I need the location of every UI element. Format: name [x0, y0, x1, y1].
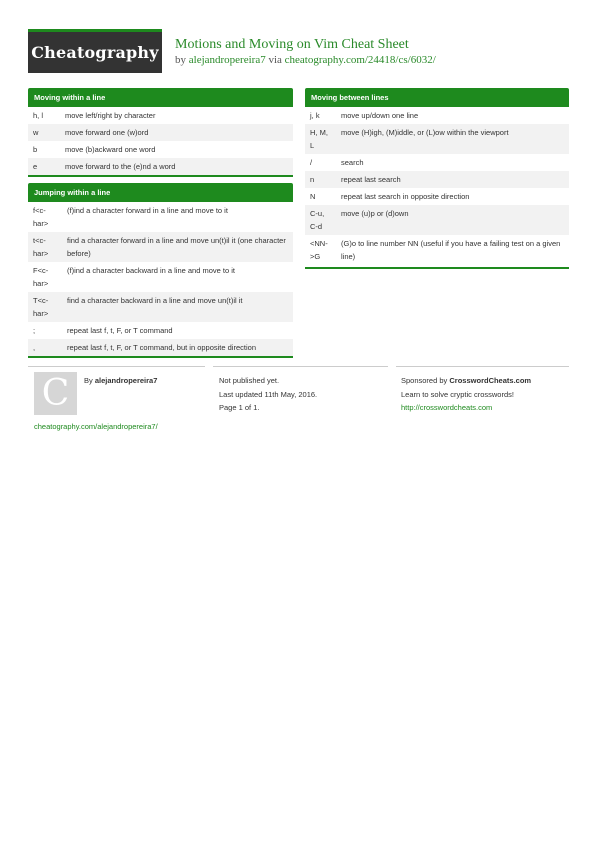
command-key: F<c- har> [33, 266, 49, 288]
table-row [305, 107, 569, 124]
command-key: n [310, 175, 315, 184]
via-label: via [268, 54, 282, 66]
command-desc: (f)ind a character forward in a line and move to it [67, 206, 228, 215]
table-row [28, 339, 293, 358]
command-key: H, M, L [310, 128, 328, 150]
by-prefix: by [175, 54, 186, 66]
command-key: N [310, 192, 316, 201]
command-desc: repeat last f, t, F, or T command [67, 326, 173, 335]
page-title: Motions and Moving on Vim Cheat Sheet [175, 37, 409, 52]
publish-info [219, 374, 317, 415]
command-key: ; [33, 326, 36, 335]
published-status: Not published yet. [219, 376, 280, 385]
table-row [28, 141, 293, 158]
author-link[interactable]: alejandropereira7 [188, 54, 266, 66]
footer-divider [396, 366, 569, 367]
sponsor-info [401, 374, 531, 415]
section-jumping-within-line [28, 183, 293, 358]
table-row [28, 202, 293, 232]
avatar-letter: C [41, 373, 70, 414]
command-desc: repeat last f, t, F, or T command, but in opposite direction [67, 343, 256, 352]
command-desc: move forward one (w)ord [65, 128, 149, 137]
table-row [305, 154, 569, 171]
section-title: Jumping within a line [28, 183, 293, 202]
table-row [305, 188, 569, 205]
table-row [305, 124, 569, 154]
section-title: Moving within a line [28, 88, 293, 107]
command-desc: (G)o to line number NN (useful if you have a failing test on a given line) [341, 239, 561, 261]
table-row [28, 124, 293, 141]
table-row [28, 262, 293, 292]
section-moving-within-line [28, 88, 293, 177]
command-key: f<c- har> [33, 206, 49, 228]
author-profile-link[interactable]: cheatography.com/alejandropereira7/ [34, 422, 158, 431]
command-key: t<c- har> [33, 236, 49, 258]
command-desc: move (u)p or (d)own [341, 209, 409, 218]
command-key: e [33, 162, 38, 171]
command-key: w [33, 128, 39, 137]
table-row [305, 235, 569, 269]
command-desc: move forward to the (e)nd a word [65, 162, 176, 171]
command-desc: repeat last search [341, 175, 401, 184]
command-desc: repeat last search in opposite direction [341, 192, 470, 201]
command-key: h, l [33, 111, 44, 120]
footer-divider [28, 366, 205, 367]
avatar [34, 372, 77, 415]
sponsor-line [401, 374, 531, 388]
footer-author-name[interactable]: alejandropereira7 [94, 376, 158, 385]
sponsor-link[interactable]: http://crosswordcheats.com [401, 403, 493, 412]
command-key: , [33, 343, 36, 352]
by-label: By [84, 376, 93, 385]
table-row [28, 232, 293, 262]
last-updated: Last updated 11th May, 2016. [219, 389, 318, 399]
command-desc: find a character backward in a line and move un(t)il it [67, 296, 243, 305]
command-key: b [33, 145, 38, 154]
sponsor-tagline: Learn to solve cryptic crosswords! [401, 389, 514, 399]
table-row [305, 171, 569, 188]
byline [175, 54, 436, 66]
command-desc: find a character forward in a line and move un(t)il it (one character before) [67, 236, 286, 258]
table-row [28, 107, 293, 124]
command-desc: search [341, 158, 364, 167]
table-row [305, 205, 569, 235]
section-moving-between-lines [305, 88, 569, 269]
logo-text: Cheatography [31, 43, 159, 62]
command-desc: move up/down one line [341, 111, 419, 120]
footer-divider [213, 366, 388, 367]
command-desc: move (b)ackward one word [65, 145, 156, 154]
command-desc: move left/right by character [65, 111, 156, 120]
table-row [28, 322, 293, 339]
page-number: Page 1 of 1. [219, 403, 260, 412]
command-key: C-u, C-d [310, 209, 325, 231]
command-key: T<c- har> [33, 296, 49, 318]
footer-author [84, 374, 157, 388]
command-key: j, k [310, 111, 320, 120]
table-row [28, 158, 293, 177]
command-desc: (f)ind a character backward in a line and move to it [67, 266, 235, 275]
command-desc: move (H)igh, (M)iddle, or (L)ow within the viewport [341, 128, 509, 137]
sponsor-name[interactable]: CrosswordCheats.com [449, 376, 532, 385]
sponsor-prefix: Sponsored by [401, 376, 448, 385]
cheatography-logo[interactable] [28, 29, 162, 73]
command-key: / [310, 158, 313, 167]
section-title: Moving between lines [305, 88, 569, 107]
table-row [28, 292, 293, 322]
sheet-url-link[interactable]: cheatography.com/24418/cs/6032/ [284, 54, 436, 66]
command-key: <NN- >G [310, 239, 328, 261]
